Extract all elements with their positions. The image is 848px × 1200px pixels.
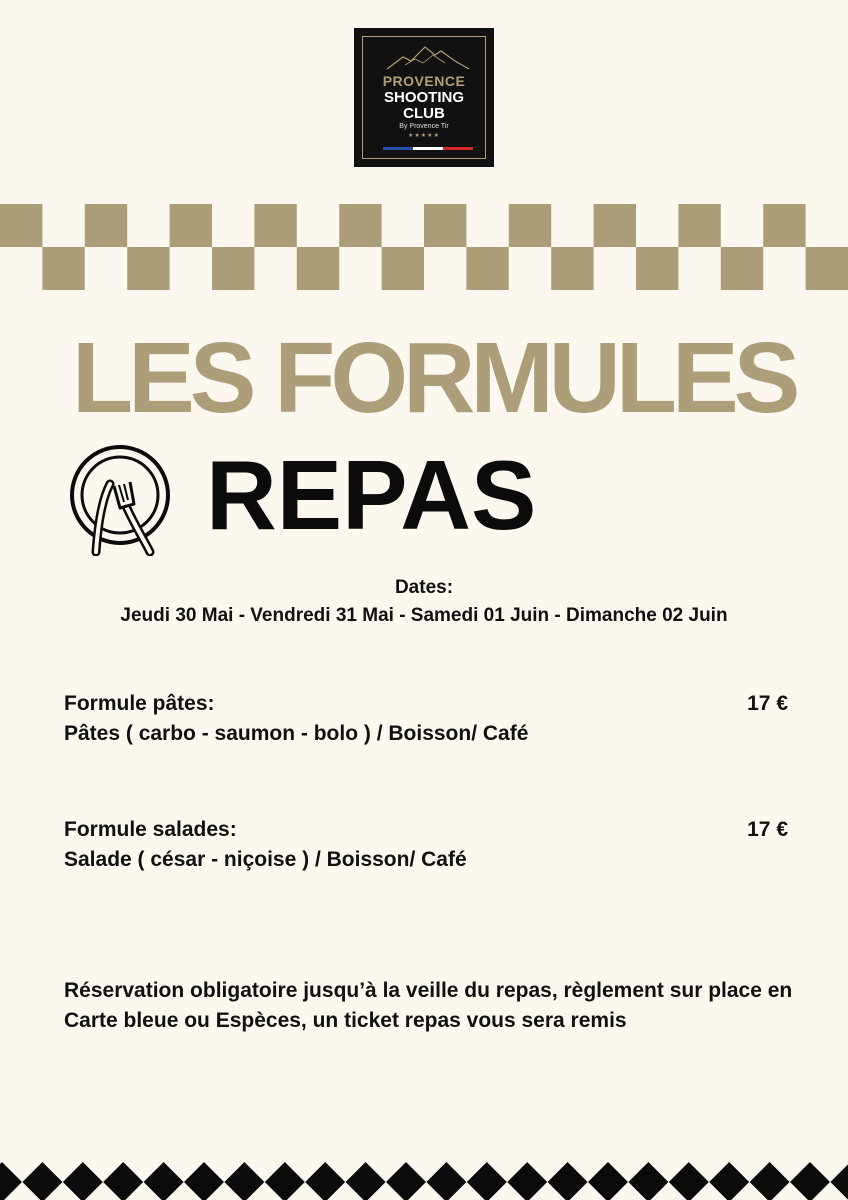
checker-square	[678, 204, 720, 247]
formula-price: 17 €	[747, 692, 788, 715]
logo-tagline: By Provence Tir	[399, 123, 449, 130]
dates-list: Jeudi 30 Mai - Vendredi 31 Mai - Samedi 01 Juin - Dimanche 02 Juin	[120, 605, 728, 626]
border-diamond	[144, 1162, 184, 1200]
formula-price: 17 €	[747, 818, 788, 841]
dates-label: Dates:	[394, 577, 454, 598]
logo-line-shooting: SHOOTING	[383, 89, 464, 106]
checker-square	[551, 247, 593, 290]
title-repas: REPAS	[206, 440, 537, 550]
border-diamond	[507, 1162, 547, 1200]
border-diamond	[103, 1162, 143, 1200]
checker-square	[339, 204, 381, 247]
logo-line-club: CLUB	[403, 105, 445, 122]
border-diamond	[709, 1162, 749, 1200]
logo-stars: ★★★★★	[408, 133, 440, 139]
border-diamond	[669, 1162, 709, 1200]
border-diamond	[588, 1162, 628, 1200]
reservation-note: Réservation obligatoire jusqu’à la veille du repas, règlement sur place en Carte bleue ou Espèces, un ticket repas vous sera remis	[64, 979, 793, 1032]
border-diamond	[830, 1162, 848, 1200]
border-diamond	[628, 1162, 668, 1200]
logo-frame	[362, 36, 486, 159]
checker-square	[806, 247, 848, 290]
checker-square	[594, 204, 636, 247]
checkerboard-band	[0, 204, 848, 290]
formula-description: Salade ( césar - niçoise ) / Boisson/ Café	[64, 848, 467, 871]
border-diamond	[224, 1162, 264, 1200]
logo-line-provence: PROVENCE	[382, 73, 466, 89]
formula-name: Formule salades:	[64, 818, 237, 841]
border-diamond	[467, 1162, 507, 1200]
checker-square	[170, 204, 212, 247]
checker-square	[382, 247, 424, 290]
club-logo	[354, 28, 494, 167]
checker-square	[254, 204, 296, 247]
plate-cutlery-icon	[68, 444, 174, 556]
diamond-border	[0, 1156, 848, 1200]
border-diamond	[426, 1162, 466, 1200]
formula-description: Pâtes ( carbo - saumon - bolo ) / Boisson/ Café	[64, 722, 529, 745]
checker-square	[297, 247, 339, 290]
checker-square	[509, 204, 551, 247]
mountain-icon	[385, 43, 471, 71]
checker-square	[721, 247, 763, 290]
border-diamond	[0, 1162, 22, 1200]
french-flag-stripe	[383, 147, 473, 150]
checker-square	[42, 247, 84, 290]
border-diamond	[750, 1162, 790, 1200]
border-diamond	[63, 1162, 103, 1200]
border-diamond	[386, 1162, 426, 1200]
formula-name: Formule pâtes:	[64, 692, 215, 715]
border-diamond	[548, 1162, 588, 1200]
border-diamond	[265, 1162, 305, 1200]
border-diamond	[184, 1162, 224, 1200]
checker-square	[85, 204, 127, 247]
checker-square	[763, 204, 805, 247]
border-diamond	[22, 1162, 62, 1200]
checker-square	[212, 247, 254, 290]
checker-square	[424, 204, 466, 247]
checker-square	[466, 247, 508, 290]
title-les-formules: LES FORMULES	[72, 322, 796, 434]
checker-square	[127, 247, 169, 290]
border-diamond	[346, 1162, 386, 1200]
border-diamond	[790, 1162, 830, 1200]
checker-square	[636, 247, 678, 290]
checker-square	[0, 204, 42, 247]
border-diamond	[305, 1162, 345, 1200]
